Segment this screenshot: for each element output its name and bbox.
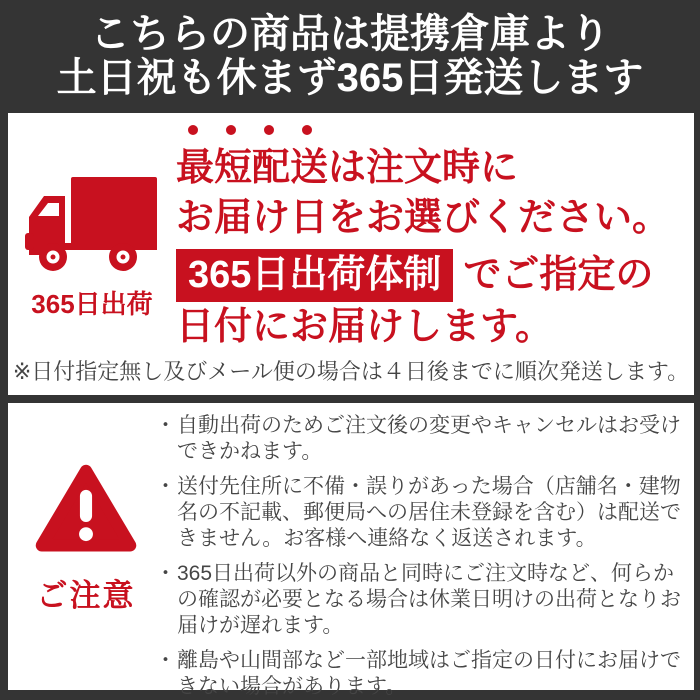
- bullet-marker: ・: [155, 475, 176, 498]
- highlight-suffix: でご指定の: [463, 254, 654, 296]
- highlight-box: 365日出荷体制: [176, 249, 453, 302]
- shipping-heading-line4: 日付にお届けします。: [176, 306, 553, 348]
- bullet-text: 365日出荷以外の商品と同時にご注文時など、何らかの確認が必要となる場合は休業日明けの出荷となりお届けが遅れます。: [177, 562, 681, 637]
- emphasis-dot: [302, 125, 312, 135]
- bullet-marker: ・: [155, 562, 176, 585]
- shipping-heading-line2: お届け日をお選びください。: [176, 197, 671, 239]
- top-banner: [0, 0, 700, 113]
- bullet-text: 自動出荷のためご注文後の変更やキャンセルはお受けできかねます。: [177, 414, 681, 463]
- shipping-message: [176, 125, 670, 352]
- bullet-marker: ・: [155, 649, 176, 672]
- shipping-note: ※日付指定無し及びメール便の場合は４日後までに順次発送します。: [12, 359, 690, 384]
- truck-badge: [16, 175, 168, 321]
- emphasis-dot: [188, 125, 198, 135]
- list-item: [155, 413, 684, 465]
- bullet-text: 送付先住所に不備・誤りがあった場合（店舗名・建物名の不記載、郵便局への居住未登録を含む）は配送できません。お客様へ連絡なく返送されます。: [177, 475, 681, 550]
- bullet-marker: ・: [155, 414, 176, 437]
- list-item: [155, 648, 684, 700]
- bullet-text: 離島や山間部など一部地域はご指定の日付にお届けできない場合があります。: [177, 649, 681, 698]
- shipping-heading-line3: [176, 249, 670, 302]
- emphasis-dot: [226, 125, 236, 135]
- emphasis-dot: [264, 125, 274, 135]
- truck-icon: [25, 175, 159, 275]
- caution-list: [155, 413, 684, 700]
- shipping-heading-line1: 最短配送は注文時に: [176, 147, 519, 189]
- caution-badge: [20, 461, 152, 615]
- emphasis-dots: [176, 125, 670, 137]
- caution-panel: [8, 403, 694, 698]
- top-banner-line2: 土日祝も休まず365日発送します: [56, 56, 644, 100]
- caution-label: ご注意: [36, 578, 136, 613]
- warning-triangle-icon: [34, 461, 138, 557]
- truck-label: 365日出荷: [31, 289, 153, 319]
- shipping-panel: [8, 113, 694, 395]
- top-banner-line1: こちらの商品は提携倉庫より: [90, 12, 610, 56]
- list-item: [155, 561, 684, 639]
- list-item: [155, 474, 684, 552]
